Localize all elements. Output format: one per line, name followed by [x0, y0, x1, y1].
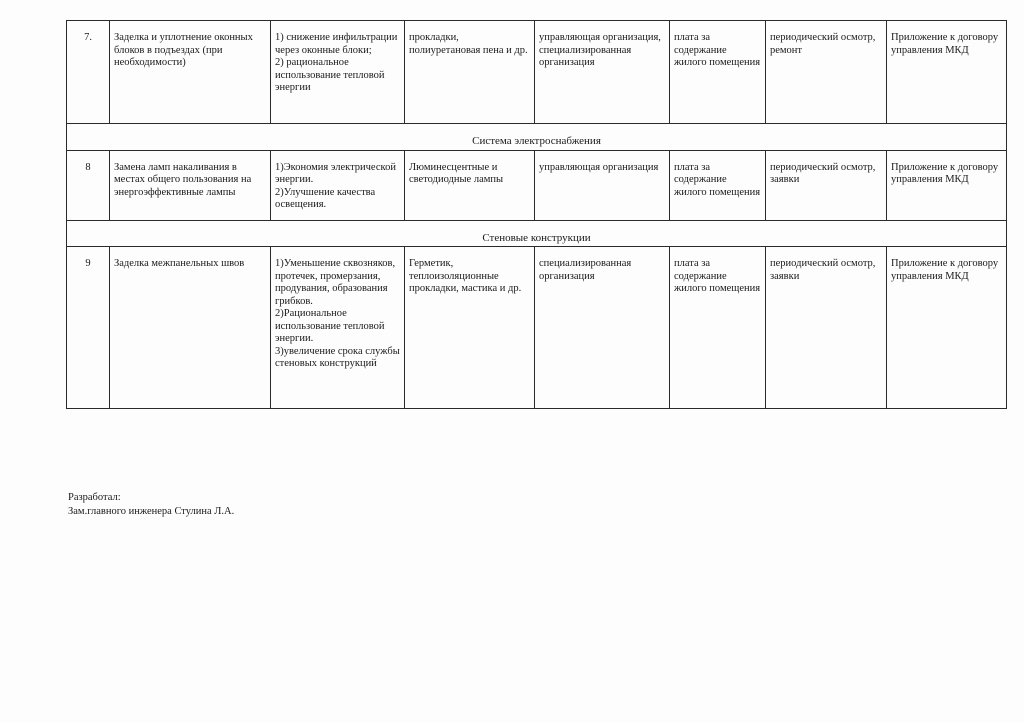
signature-block — [68, 491, 234, 519]
executor: специализированная организация — [535, 247, 670, 409]
table-row — [67, 150, 1007, 220]
funding-source: плата за содержание жилого помещения — [670, 21, 766, 124]
row-number: 7. — [67, 21, 110, 124]
expected-effect: 1)Экономия электрической энергии. 2)Улучшение качества освещения. — [271, 150, 405, 220]
executor: управляющая организация — [535, 150, 670, 220]
expected-effect: 1) снижение инфильтрации через оконные блоки; 2) рациональное использование тепловой энергии — [271, 21, 405, 124]
section-row — [67, 124, 1007, 151]
author-signature: Зам.главного инженера Стулина Л.А. — [68, 506, 235, 517]
work-description: Замена ламп накаливания в местах общего пользования на энергоэффективные лампы — [110, 150, 271, 220]
schedule: периодический осмотр, заявки — [766, 150, 887, 220]
developed-by-label: Разработал: — [68, 492, 121, 503]
materials: прокладки, полиуретановая пена и др. — [405, 21, 535, 124]
executor: управляющая организация, специализированная организация — [535, 21, 670, 124]
materials: Герметик, теплоизоляционные прокладки, мастика и др. — [405, 247, 535, 409]
funding-source: плата за содержание жилого помещения — [670, 247, 766, 409]
measures-table — [66, 20, 1007, 409]
table-row — [67, 21, 1007, 124]
table-row — [67, 247, 1007, 409]
section-title: Стеновые конструкции — [67, 220, 1007, 247]
work-description: Заделка и уплотнение оконных блоков в подъездах (при необходимости) — [110, 21, 271, 124]
row-number: 8 — [67, 150, 110, 220]
basis: Приложение к договору управления МКД — [887, 21, 1007, 124]
row-number: 9 — [67, 247, 110, 409]
expected-effect: 1)Уменьшение сквозняков, протечек, промерзания, продувания, образования грибков. 2)Рациональное использование тепловой энергии. 3)увеличение срока службы стеновых конструкций — [271, 247, 405, 409]
funding-source: плата за содержание жилого помещения — [670, 150, 766, 220]
work-description: Заделка межпанельных швов — [110, 247, 271, 409]
basis: Приложение к договору управления МКД — [887, 150, 1007, 220]
schedule: периодический осмотр, заявки — [766, 247, 887, 409]
basis: Приложение к договору управления МКД — [887, 247, 1007, 409]
section-row — [67, 220, 1007, 247]
materials: Люминесцентные и светодиодные лампы — [405, 150, 535, 220]
schedule: периодический осмотр, ремонт — [766, 21, 887, 124]
section-title: Система электроснабжения — [67, 124, 1007, 151]
